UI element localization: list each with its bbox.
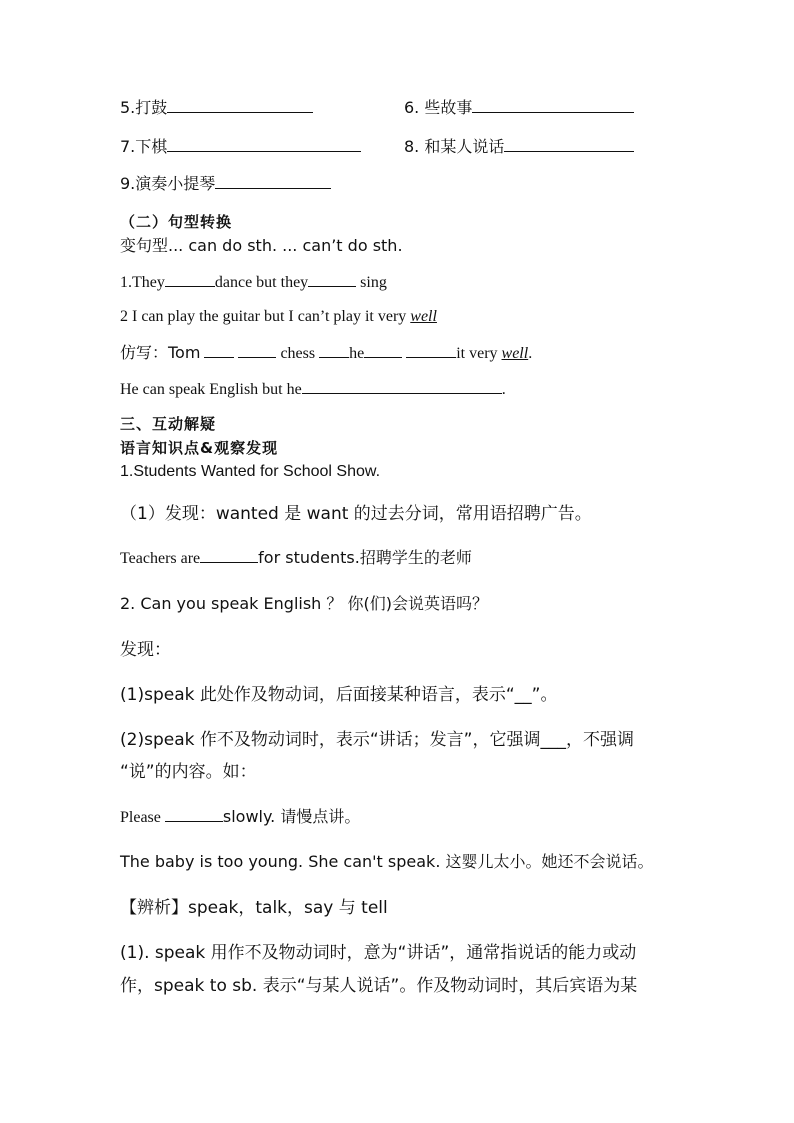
- answer-blank[interactable]: [319, 343, 349, 358]
- section-2-instruction: [120, 236, 403, 257]
- answer-blank[interactable]: [472, 98, 634, 113]
- answer-blank[interactable]: [406, 343, 456, 358]
- answer-blank[interactable]: [167, 98, 313, 113]
- answer-blank[interactable]: [504, 137, 634, 152]
- point-2-example-2: The baby is too young. She can't speak. 这婴儿太小。她还不会说话。: [120, 852, 654, 871]
- p1-ex-part-b: for students.招聘学生的老师: [258, 548, 472, 567]
- point-1-text: 1.Students Wanted for School Show.: [120, 463, 381, 480]
- answer-blank[interactable]: [200, 548, 258, 563]
- point-2-example-1: [120, 807, 360, 828]
- vocab-item-9: [120, 174, 331, 195]
- answer-blank[interactable]: [204, 343, 234, 358]
- sentence-q2: [120, 307, 437, 327]
- point-2-finding: 发现：: [120, 640, 171, 660]
- answer-blank[interactable]: [215, 174, 331, 189]
- vocab-item-5-label: 5.打鼓: [120, 98, 168, 117]
- vocab-item-6-label: 6. 些故事: [404, 98, 473, 117]
- analysis-1b: 作，speak to sb. 表示“与某人说话”。作及物动词时，其后宾语为某: [120, 976, 638, 996]
- q1-part-a: 1.They: [120, 274, 165, 291]
- imitate-end: .: [528, 345, 533, 362]
- answer-blank[interactable]: [167, 137, 361, 152]
- p1-ex-part-a: Teachers are: [120, 550, 201, 567]
- point-1: [120, 462, 380, 482]
- sentence-q3: [120, 379, 506, 400]
- vocab-item-6: [404, 98, 634, 119]
- analysis-title: 【辨析】speak，talk，say 与 tell: [120, 898, 388, 918]
- answer-blank[interactable]: [302, 379, 502, 394]
- q2-well: well: [410, 308, 437, 325]
- answer-blank[interactable]: [238, 343, 276, 358]
- point-2-note-2a: (2)speak 作不及物动词时，表示“讲话；发言”，它强调___，不强调: [120, 730, 634, 750]
- point-2: 2. Can you speak English ？ 你(们)会说英语吗？: [120, 594, 488, 613]
- imitate-part-b: chess: [280, 345, 316, 362]
- vocab-item-8: [404, 137, 634, 158]
- vocab-item-9-label: 9.演奏小提琴: [120, 174, 216, 193]
- imitate-line: [120, 343, 532, 364]
- answer-blank[interactable]: [308, 272, 356, 287]
- section-3-subtitle: 语言知识点&观察发现: [120, 439, 279, 457]
- vocab-item-5: [120, 98, 313, 119]
- imitate-part-a: 仿写：Tom: [120, 343, 201, 362]
- vocab-item-8-label: 8. 和某人说话: [404, 137, 505, 156]
- answer-blank[interactable]: [165, 272, 215, 287]
- point-2-note-1: (1)speak 此处作及物动词，后面接某种语言，表示“__”。: [120, 685, 558, 705]
- point-2-note-2b: “说”的内容。如：: [120, 762, 257, 782]
- vocab-item-7-label: 7.下棋: [120, 137, 168, 156]
- imitate-part-c: he: [349, 345, 365, 362]
- answer-blank[interactable]: [364, 343, 402, 358]
- q3-end: .: [501, 381, 506, 398]
- section-2-title: （二）句型转换: [120, 213, 233, 231]
- instruction-text: 变句型... can do sth. ... can’t do sth.: [120, 236, 403, 255]
- point-1-example: [120, 548, 472, 569]
- analysis-1a: (1). speak 用作不及物动词时，意为“讲话”，通常指说话的能力或动: [120, 943, 637, 963]
- imitate-part-d: it very: [456, 345, 498, 362]
- p2-ex1-part-a: Please: [120, 809, 161, 826]
- answer-blank[interactable]: [165, 807, 223, 822]
- q3-part-a: He can speak English but he: [120, 381, 302, 398]
- sentence-q1: [120, 272, 387, 293]
- vocab-item-7: [120, 137, 361, 158]
- section-3-title: 三、互动解疑: [120, 415, 217, 433]
- q2-part-a: 2 I can play the guitar but I can’t play it very: [120, 308, 407, 325]
- q1-part-c: sing: [360, 274, 387, 291]
- p2-ex1-part-b: slowly. 请慢点讲。: [222, 807, 361, 826]
- point-1-finding: （1）发现：wanted 是 want 的过去分词，常用语招聘广告。: [120, 504, 592, 524]
- imitate-well: well: [501, 345, 529, 362]
- q1-part-b: dance but they: [214, 274, 309, 291]
